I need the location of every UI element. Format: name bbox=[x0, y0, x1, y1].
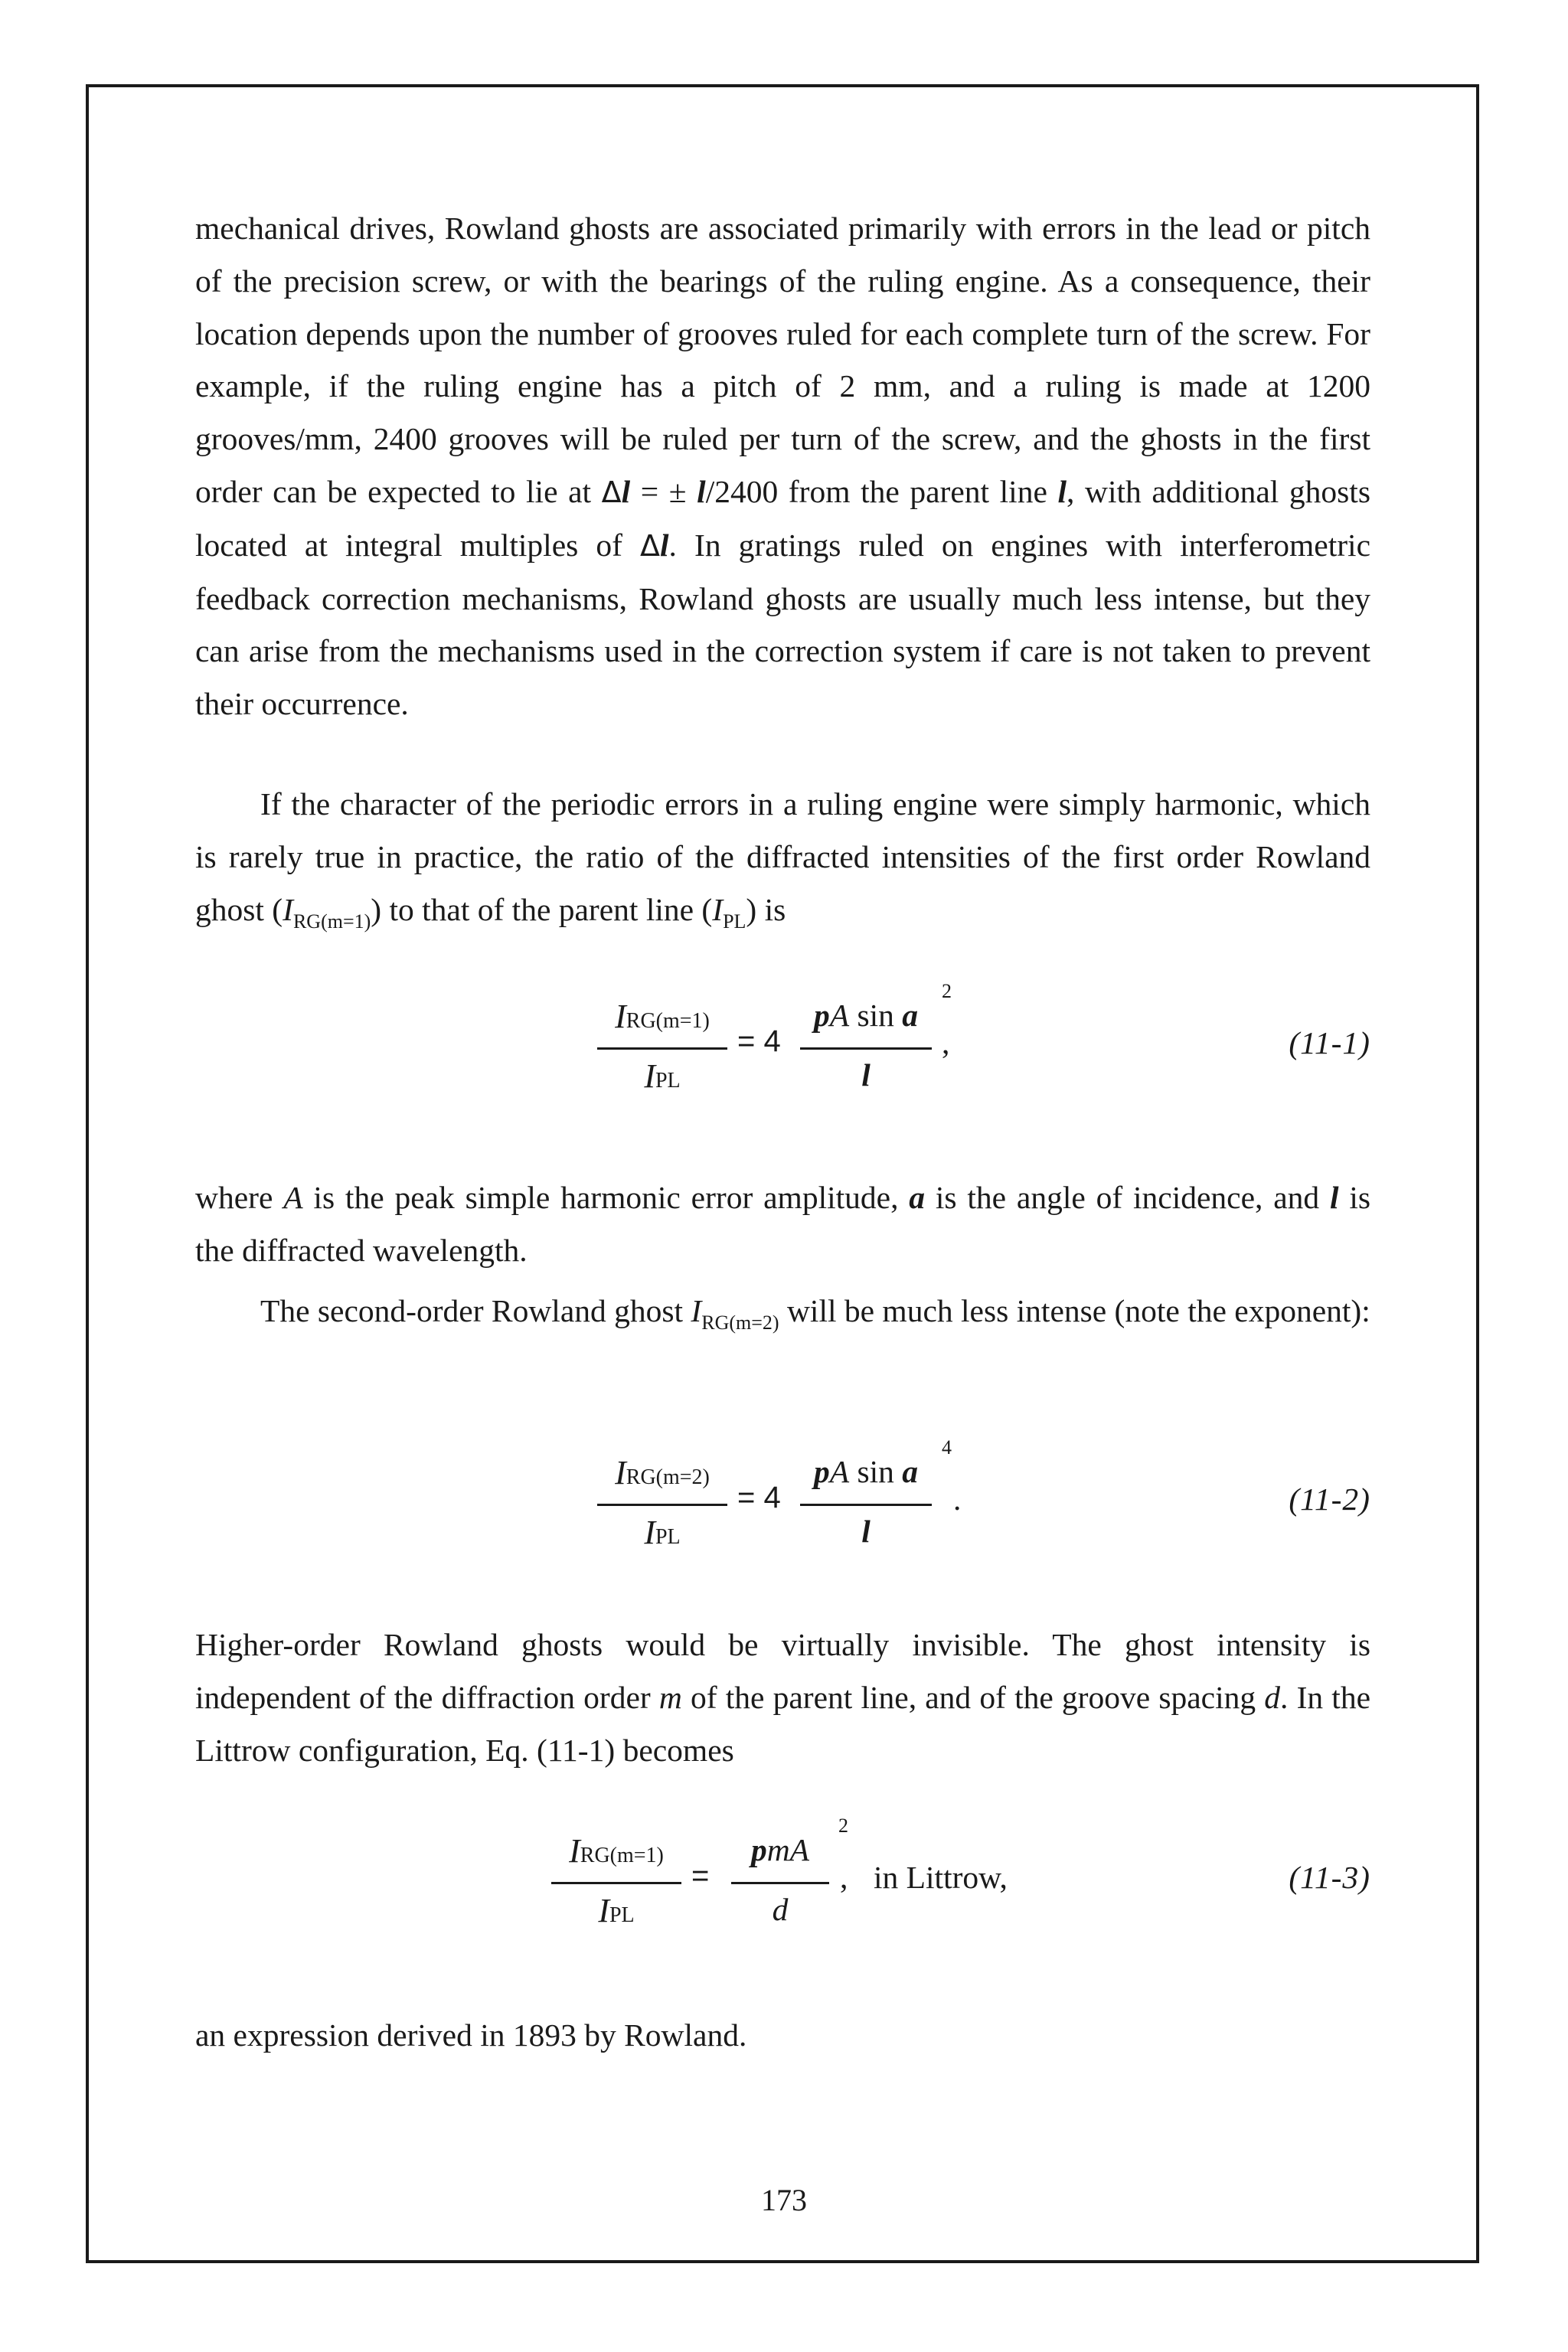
body-paragraph-5 bbox=[195, 1619, 1370, 1776]
text-run: /2400 from the parent line bbox=[705, 473, 1058, 509]
subscript: RG(m=1) bbox=[626, 1009, 710, 1033]
text-run: of the parent line, and of the groove spacing bbox=[681, 1679, 1265, 1715]
text-run: Higher-order Rowland ghosts would be virtually invisible. The ghost intensity is independent of the diffraction order bbox=[195, 1627, 1370, 1715]
text-run: If the character of the periodic errors in a ruling engine were simply harmonic, which is rarely true in practice, the ratio of the diffracted intensities of the first order Rowland ghost ( bbox=[195, 786, 1370, 927]
amplitude-symbol: A bbox=[829, 998, 850, 1033]
equation-lhs-fraction bbox=[597, 1436, 727, 1582]
text-run: is the angle of incidence, and bbox=[925, 1180, 1330, 1215]
equation-punctuation: , bbox=[942, 1025, 950, 1060]
equation-rhs-fraction bbox=[800, 980, 932, 1125]
fraction-bar bbox=[800, 1504, 932, 1506]
equation-label: (11-1) bbox=[1289, 1025, 1370, 1060]
equation-trailing-text: in Littrow, bbox=[874, 1860, 1008, 1895]
order-symbol: m bbox=[658, 1679, 682, 1715]
lambda-symbol: l bbox=[621, 473, 631, 509]
intensity-symbol: I bbox=[691, 1293, 702, 1328]
lambda-symbol: l bbox=[697, 473, 706, 509]
equals-four: = 4 bbox=[737, 1024, 781, 1058]
lambda-symbol: l bbox=[861, 1057, 871, 1093]
equation-rhs-fraction bbox=[731, 1815, 829, 1960]
text-run: where bbox=[195, 1180, 284, 1215]
lambda-symbol: l bbox=[1057, 473, 1067, 509]
intensity-symbol: I bbox=[615, 1454, 626, 1491]
spacing-symbol: d bbox=[772, 1892, 789, 1927]
body-paragraph-4 bbox=[195, 1285, 1370, 1338]
spacing-symbol: d bbox=[1264, 1679, 1281, 1715]
alpha-symbol: a bbox=[909, 1180, 926, 1215]
body-paragraph-2 bbox=[195, 778, 1370, 936]
fraction-bar bbox=[731, 1882, 829, 1884]
alpha-symbol: a bbox=[902, 1454, 919, 1489]
subscript: RG(m=1) bbox=[292, 910, 371, 933]
text-run: an expression derived in 1893 by Rowland. bbox=[195, 2017, 747, 2053]
intensity-symbol: I bbox=[569, 1832, 580, 1870]
fraction-bar bbox=[800, 1047, 932, 1050]
intensity-symbol: I bbox=[644, 1057, 655, 1095]
page-number: 173 bbox=[761, 2183, 807, 2217]
lambda-symbol: l bbox=[660, 527, 669, 563]
text-run: mechanical drives, Rowland ghosts are associated primarily with errors in the lead or pitch of the precision screw, or with the bearings of the ruling engine. As a consequence, their location depends upon the number of grooves ruled for each complete turn of the screw. For example, if the ruling engine has a pitch of 2 mm, and a ruling is made at 1200 grooves/mm, 2400 grooves will be ruled per turn of the screw, and the ghosts in the first order can be expected to lie at bbox=[195, 211, 1370, 509]
body-paragraph-3 bbox=[195, 1171, 1370, 1277]
fraction-bar bbox=[551, 1882, 681, 1884]
equation-label: (11-3) bbox=[1289, 1860, 1370, 1895]
equation-label: (11-2) bbox=[1289, 1481, 1370, 1517]
exponent: 2 bbox=[942, 980, 952, 1002]
body-paragraph-1 bbox=[195, 202, 1370, 730]
subscript: PL bbox=[609, 1903, 635, 1927]
text-run: . In gratings ruled on engines with interferometric feedback correction mechanisms, Rowland ghosts are usually much less intense, but they can arise from the mechanisms used in the correction system if care is not taken to prevent their occurrence. bbox=[195, 527, 1370, 722]
subscript: RG(m=2) bbox=[701, 1312, 779, 1334]
equation-lhs-fraction bbox=[597, 980, 727, 1125]
lambda-symbol: l bbox=[1329, 1180, 1339, 1215]
equation-lhs-fraction bbox=[551, 1815, 681, 1960]
body-paragraph-6 bbox=[195, 2009, 1370, 2062]
subscript: PL bbox=[655, 1525, 681, 1549]
intensity-symbol: I bbox=[283, 891, 293, 927]
subscript: RG(m=2) bbox=[626, 1465, 710, 1489]
amplitude-symbol: A bbox=[283, 1180, 303, 1215]
text-run: The second-order Rowland ghost bbox=[260, 1293, 691, 1328]
equals-four: = 4 bbox=[737, 1481, 781, 1514]
intensity-symbol: I bbox=[644, 1514, 655, 1551]
intensity-symbol: I bbox=[615, 998, 626, 1035]
equation-rhs-fraction bbox=[800, 1436, 932, 1582]
exponent: 2 bbox=[838, 1815, 848, 1837]
equation-11-1 bbox=[195, 980, 1370, 1125]
text-run: is the peak simple harmonic error amplitude, bbox=[302, 1180, 910, 1215]
subscript: PL bbox=[723, 910, 746, 933]
pi-symbol: p bbox=[750, 1832, 767, 1867]
exponent: 4 bbox=[942, 1436, 952, 1459]
equation-11-2 bbox=[195, 1436, 1370, 1582]
delta-symbol: Δ bbox=[640, 528, 661, 563]
equation-punctuation: . bbox=[953, 1481, 962, 1517]
fraction-bar bbox=[597, 1504, 727, 1506]
sin-function: sin bbox=[849, 998, 903, 1033]
amplitude-symbol: A bbox=[829, 1454, 850, 1489]
delta-symbol: Δ bbox=[601, 475, 622, 509]
text-run: will be much less intense (note the exponent): bbox=[779, 1293, 1370, 1328]
subscript: RG(m=1) bbox=[580, 1844, 664, 1867]
equation-punctuation: , bbox=[840, 1860, 848, 1895]
text-run: is the diffracted wavelength. bbox=[195, 1180, 1370, 1268]
lambda-symbol: l bbox=[861, 1514, 871, 1549]
pi-symbol: p bbox=[813, 998, 830, 1033]
sin-function: sin bbox=[849, 1454, 903, 1489]
equals-sign: = bbox=[691, 1859, 710, 1893]
text-run: . In the Littrow configuration, Eq. (11-1) becomes bbox=[195, 1679, 1371, 1768]
text-run: ) is bbox=[746, 891, 786, 927]
text-run: ) to that of the parent line ( bbox=[371, 891, 713, 927]
intensity-symbol: I bbox=[598, 1892, 609, 1929]
alpha-symbol: a bbox=[902, 998, 919, 1033]
text-run: = ± bbox=[630, 473, 687, 509]
equation-11-3 bbox=[195, 1815, 1370, 1960]
fraction-bar bbox=[597, 1047, 727, 1050]
text-run: , with additional ghosts located at integral multiples of bbox=[195, 473, 1370, 563]
subscript: PL bbox=[655, 1069, 681, 1093]
pi-symbol: p bbox=[813, 1454, 830, 1489]
intensity-symbol: I bbox=[712, 891, 724, 927]
order-amplitude-symbol: mA bbox=[766, 1832, 810, 1867]
